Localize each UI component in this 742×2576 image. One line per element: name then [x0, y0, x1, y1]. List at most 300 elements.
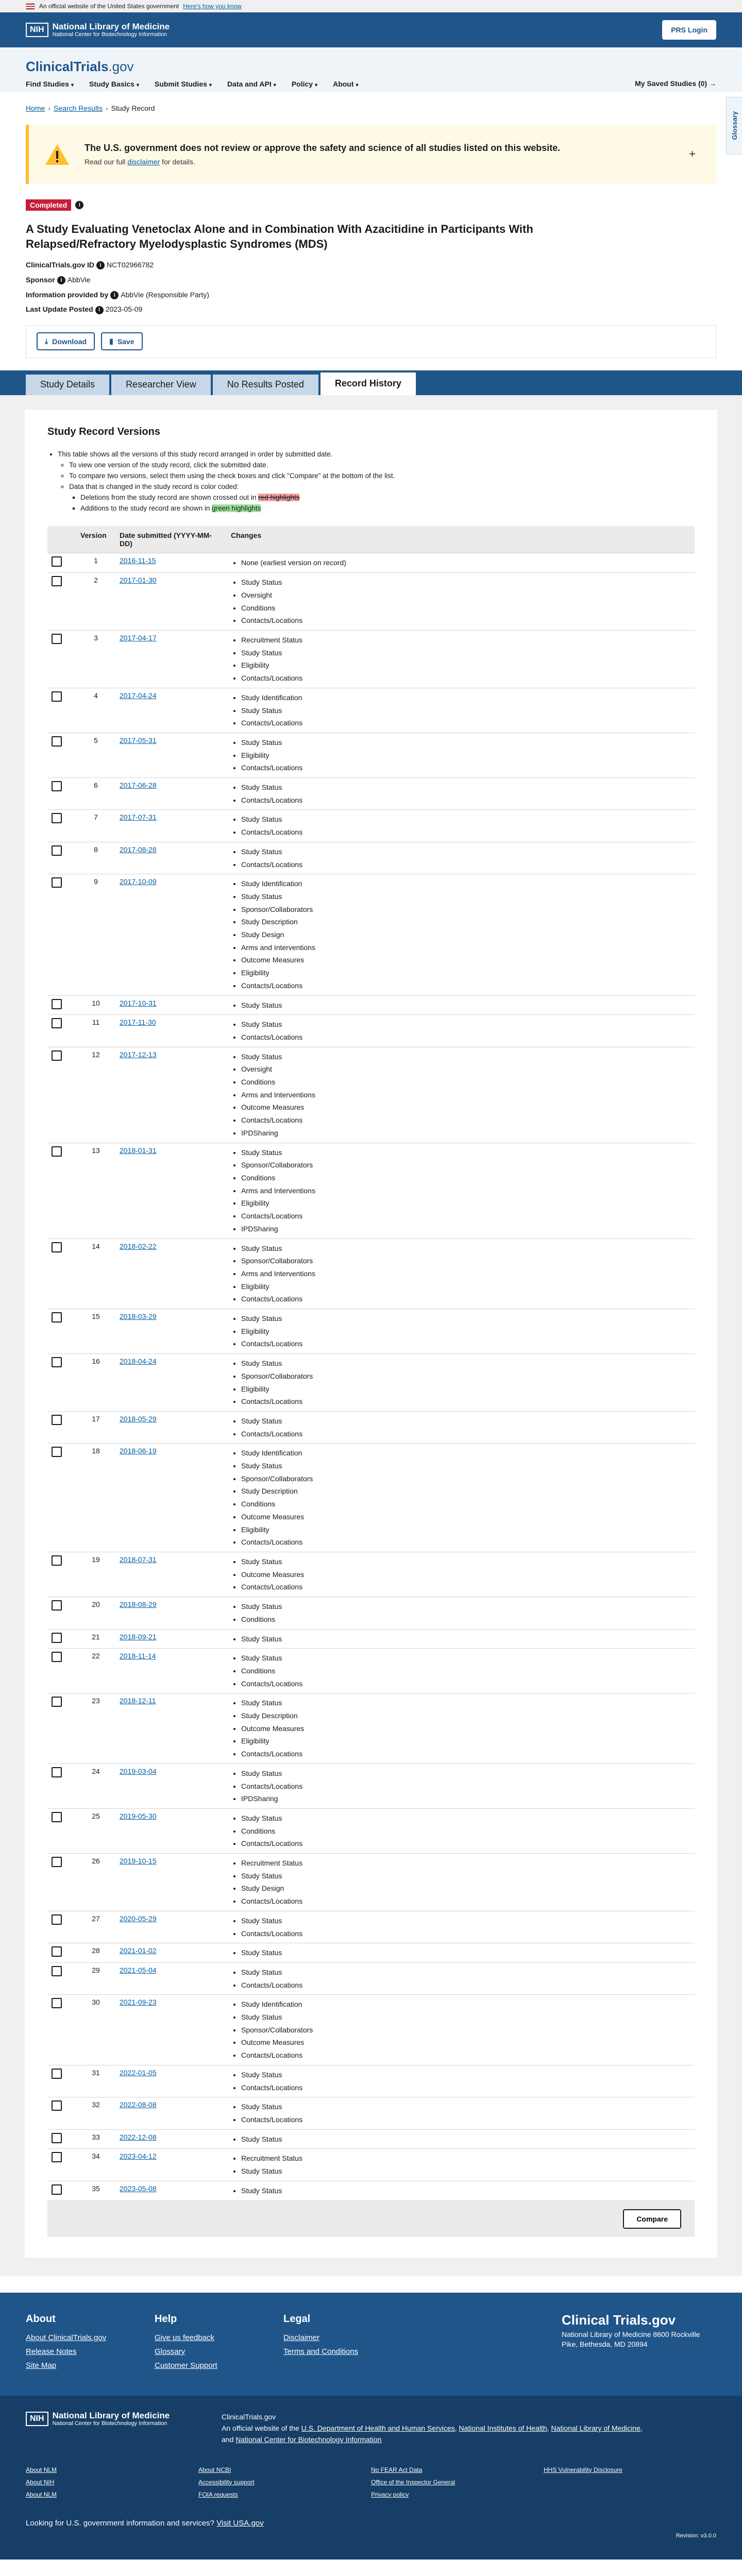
study-id-value: NCT02966782: [107, 261, 154, 269]
footer-link[interactable]: Privacy policy: [371, 2490, 409, 2498]
date-cell: [115, 810, 227, 842]
date-cell: [115, 1597, 227, 1629]
footer-link[interactable]: About NIH: [26, 2478, 55, 2486]
change-item: • None (earliest version on record): [241, 556, 690, 569]
save-label: Save: [117, 337, 134, 346]
nav-find-studies[interactable]: [26, 80, 74, 88]
version-checkbox[interactable]: [52, 1633, 62, 1643]
version-date-link[interactable]: 2019-05-30: [120, 1811, 157, 1820]
changes-list: [231, 634, 690, 685]
footer-ct-logo[interactable]: Clinical Trials.gov: [562, 2312, 676, 2328]
nlm-link[interactable]: National Library of Medicine: [551, 2424, 640, 2432]
version-date-link[interactable]: 2020-05-29: [120, 1914, 157, 1923]
change-item: • Study Status: [241, 1870, 690, 1883]
footer-top: [0, 2293, 742, 2396]
change-item: • Conditions: [241, 1665, 690, 1677]
changes-cell: [227, 630, 695, 688]
version-date-link[interactable]: 2018-08-29: [120, 1600, 157, 1609]
version-date-link[interactable]: 2017-01-30: [120, 576, 157, 585]
version-number: 14: [76, 1239, 115, 1309]
changes-list: [231, 2069, 690, 2094]
version-number: 7: [76, 810, 115, 842]
green-highlight-sample: green highlights: [212, 504, 261, 512]
change-item: • Study Status: [241, 2165, 690, 2178]
changes-cell: [227, 1911, 695, 1943]
version-date-link[interactable]: 2021-09-23: [120, 1998, 157, 2007]
disclaimer-alert: [26, 125, 716, 184]
version-checkbox[interactable]: [52, 1767, 62, 1777]
version-checkbox[interactable]: [52, 634, 62, 644]
alert-title: The U.S. government does not review or approve the safety and science of all studies listed on this website.: [85, 143, 561, 153]
breadcrumb-search-results[interactable]: Search Results: [54, 104, 103, 112]
version-number: 10: [76, 995, 115, 1015]
footer-link[interactable]: Accessibility support: [198, 2478, 255, 2486]
change-item: • Study Identification: [241, 691, 690, 704]
version-number: 2: [76, 573, 115, 631]
change-item: • Study Status: [241, 781, 690, 794]
version-date-link[interactable]: 2018-04-24: [120, 1357, 157, 1366]
table-row: [47, 1943, 695, 1963]
select-cell: [47, 1995, 76, 2065]
nav-label: Find Studies: [26, 80, 69, 88]
tab-no-results-posted[interactable]: No Results Posted: [213, 375, 318, 395]
select-cell: [47, 733, 76, 777]
version-number: 11: [76, 1015, 115, 1047]
change-item: • Eligibility: [241, 1197, 690, 1210]
change-item: • Arms and Interventions: [241, 1267, 690, 1280]
hhs-link[interactable]: U.S. Department of Health and Human Services: [301, 2424, 455, 2432]
version-date-link[interactable]: 2018-02-22: [120, 1242, 157, 1250]
info-icon[interactable]: i: [57, 276, 65, 284]
changes-cell: [227, 2129, 695, 2149]
version-checkbox[interactable]: [52, 2100, 62, 2111]
instruction-text: Additions to the study record are shown in: [80, 504, 212, 512]
select-cell: [47, 1943, 76, 1963]
footer-official-text: [222, 2411, 643, 2446]
study-header: [0, 104, 742, 358]
alert-body: [85, 158, 560, 166]
version-checkbox[interactable]: [52, 1966, 62, 1976]
date-cell: [115, 2097, 227, 2129]
table-row: [47, 630, 695, 688]
change-item: • Study Status: [241, 813, 690, 826]
changes-cell: [227, 2149, 695, 2181]
date-cell: [115, 2149, 227, 2181]
select-column-header: [47, 526, 76, 553]
download-button[interactable]: [37, 332, 95, 350]
change-item: • Study Status: [241, 845, 690, 858]
version-checkbox[interactable]: [52, 1998, 62, 2008]
history-instructions: [47, 449, 695, 514]
version-date-link[interactable]: 2019-03-04: [120, 1767, 157, 1775]
tabs-bar: [0, 370, 742, 395]
nlm-logo[interactable]: [26, 22, 170, 38]
footer-link[interactable]: Terms and Conditions: [283, 2347, 359, 2356]
changes-list: [231, 2100, 690, 2126]
change-item: • Contacts/Locations: [241, 2113, 690, 2126]
change-item: • Study Status: [241, 704, 690, 717]
table-row: [47, 1047, 695, 1143]
footer-link[interactable]: About NLM: [26, 2466, 57, 2473]
version-date-link[interactable]: 2018-05-29: [120, 1414, 157, 1423]
main-nav: [26, 80, 716, 88]
table-row: [47, 1764, 695, 1808]
instruction-item: [58, 449, 695, 514]
version-date-link[interactable]: 2021-05-04: [120, 1965, 157, 1974]
logo-main: ClinicalTrials: [26, 59, 109, 74]
changes-cell: [227, 1047, 695, 1143]
chevron-down-icon: ▾: [136, 82, 139, 88]
version-number: 15: [76, 1309, 115, 1354]
change-item: • Study Status: [241, 576, 690, 589]
change-item: • Study Design: [241, 1882, 690, 1895]
version-checkbox[interactable]: [52, 2152, 62, 2162]
date-cell: [115, 1239, 227, 1309]
change-item: • Contacts/Locations: [241, 1428, 690, 1440]
table-row: [47, 1911, 695, 1943]
footer-text: and: [222, 2435, 236, 2444]
change-item: • Outcome Measures: [241, 1568, 690, 1581]
gov-banner: [0, 0, 742, 12]
change-item: • Contacts/Locations: [241, 1780, 690, 1793]
change-item: • Study Identification: [241, 1447, 690, 1460]
changes-cell: [227, 842, 695, 874]
footer-link[interactable]: About NLM: [26, 2490, 57, 2498]
version-checkbox[interactable]: [52, 2133, 62, 2143]
select-cell: [47, 810, 76, 842]
sponsor-row: [26, 273, 716, 287]
footer-link[interactable]: HHS Vulnerability Disclosure: [544, 2466, 622, 2473]
breadcrumb-separator: ›: [105, 104, 108, 112]
version-date-link[interactable]: 2023-05-08: [120, 2184, 157, 2193]
changes-cell: [227, 1411, 695, 1443]
select-cell: [47, 1552, 76, 1597]
breadcrumb-current: Study Record: [111, 104, 155, 112]
version-number: 32: [76, 2097, 115, 2129]
version-date-link[interactable]: 2017-04-17: [120, 633, 157, 642]
date-cell: [115, 1411, 227, 1443]
version-checkbox[interactable]: [52, 736, 62, 747]
info-icon[interactable]: i: [75, 201, 83, 209]
version-date-link[interactable]: 2017-07-31: [120, 813, 157, 822]
how-you-know-link[interactable]: Here's how you know: [183, 3, 242, 10]
version-number: 3: [76, 630, 115, 688]
nav-policy[interactable]: [292, 80, 317, 88]
change-item: • Study Description: [241, 916, 690, 928]
change-item: • Sponsor/Collaborators: [241, 1472, 690, 1485]
version-date-link[interactable]: 2019-10-15: [120, 1857, 157, 1866]
change-item: • Contacts/Locations: [241, 614, 690, 627]
version-checkbox[interactable]: [52, 1946, 62, 1957]
version-date-link[interactable]: 2022-12-08: [120, 2132, 157, 2141]
study-title: A Study Evaluating Venetoclax Alone and in Combination With Azacitidine in Participants With Relapsed/Refractory Myelodysplastic Syndromes (MDS): [26, 223, 533, 250]
change-item: • Study Status: [241, 1767, 690, 1780]
select-cell: [47, 2181, 76, 2200]
footer-link[interactable]: Customer Support: [155, 2361, 217, 2370]
revision-text: Revision: v3.0.0: [676, 2532, 716, 2539]
download-icon: ⤓: [45, 337, 48, 346]
version-checkbox[interactable]: [52, 1018, 62, 1028]
version-number: 18: [76, 1444, 115, 1552]
change-item: • Contacts/Locations: [241, 1748, 690, 1760]
saved-studies-link[interactable]: My Saved Studies (0) →: [635, 79, 716, 88]
change-item: • Contacts/Locations: [241, 761, 690, 774]
footer-link[interactable]: Glossary: [155, 2347, 185, 2356]
changes-list: [231, 813, 690, 838]
instruction-item: ◦ To view one version of the study record, click the submitted date.: [69, 460, 695, 471]
version-checkbox[interactable]: [52, 1415, 62, 1425]
sponsor-value: AbbVie: [67, 275, 91, 284]
nlm-name: National Library of Medicine: [52, 2410, 170, 2420]
change-item: • Arms and Interventions: [241, 1089, 690, 1101]
version-checkbox[interactable]: [52, 1050, 62, 1061]
version-checkbox[interactable]: [52, 781, 62, 791]
disclaimer-link[interactable]: disclaimer: [127, 158, 160, 166]
date-cell: [115, 1911, 227, 1943]
usa-gov-link[interactable]: Visit USA.gov: [216, 2518, 264, 2528]
version-checkbox[interactable]: [52, 845, 62, 856]
table-row: [47, 1962, 695, 1994]
date-cell: [115, 1047, 227, 1143]
version-checkbox[interactable]: [52, 1914, 62, 1925]
version-date-link[interactable]: 2018-11-14: [120, 1652, 156, 1660]
change-item: • Study Status: [241, 1914, 690, 1927]
instruction-item: [80, 503, 695, 514]
usa-gov-line: [26, 2519, 716, 2528]
select-cell: [47, 1629, 76, 1649]
footer-link[interactable]: Give us feedback: [155, 2333, 214, 2342]
table-row: [47, 553, 695, 573]
version-checkbox[interactable]: [52, 576, 62, 586]
version-date-link[interactable]: 2018-03-29: [120, 1312, 157, 1321]
bookmark-icon: ▮: [109, 337, 113, 346]
change-item: • Contacts/Locations: [241, 1114, 690, 1127]
change-item: • Study Status: [241, 1050, 690, 1063]
change-item: • Contacts/Locations: [241, 2049, 690, 2062]
footer-link[interactable]: FOIA requests: [198, 2490, 238, 2498]
select-cell: [47, 2065, 76, 2097]
changes-list: [231, 1600, 690, 1625]
info-icon[interactable]: i: [110, 291, 119, 299]
version-checkbox[interactable]: [52, 1555, 62, 1566]
info-icon[interactable]: i: [95, 306, 104, 314]
site-header: [0, 47, 742, 92]
version-date-link[interactable]: 2017-11-30: [120, 1018, 156, 1027]
changes-column-header: Changes: [227, 526, 695, 553]
last-update-label: Last Update Posted: [26, 305, 93, 314]
version-checkbox[interactable]: [52, 999, 62, 1009]
version-checkbox[interactable]: [52, 1357, 62, 1367]
info-provided-row: [26, 287, 716, 302]
footer-link[interactable]: No FEAR Act Data: [371, 2466, 423, 2473]
footer-link[interactable]: Release Notes: [26, 2347, 77, 2356]
nav-submit-studies[interactable]: [155, 80, 212, 88]
version-date-link[interactable]: 2017-12-13: [120, 1050, 157, 1059]
version-number: 9: [76, 874, 115, 995]
version-date-link[interactable]: 2017-10-09: [120, 877, 157, 886]
version-date-link[interactable]: 2022-01-05: [120, 2068, 157, 2077]
footer-bottom-row: [26, 2411, 716, 2446]
version-checkbox[interactable]: [52, 1146, 62, 1157]
version-date-link[interactable]: 2022-08-08: [120, 2100, 157, 2109]
instruction-item: [69, 482, 695, 514]
version-checkbox[interactable]: [52, 1242, 62, 1252]
table-row: [47, 1995, 695, 2065]
change-item: • Outcome Measures: [241, 2036, 690, 2049]
version-checkbox[interactable]: [52, 1812, 62, 1822]
version-checkbox[interactable]: [52, 1600, 62, 1611]
version-date-link[interactable]: 2018-12-11: [120, 1697, 156, 1705]
version-date-link[interactable]: 2016-11-15: [120, 556, 156, 565]
version-number: 19: [76, 1552, 115, 1597]
changes-cell: [227, 1015, 695, 1047]
version-date-link[interactable]: 2017-08-28: [120, 845, 157, 854]
clinicaltrials-logo[interactable]: [26, 47, 716, 75]
select-cell: [47, 553, 76, 573]
change-item: • IPDSharing: [241, 1223, 690, 1235]
change-item: • Study Identification: [241, 877, 690, 890]
changes-cell: [227, 1354, 695, 1412]
change-item: • Study Status: [241, 1357, 690, 1370]
date-cell: [115, 1552, 227, 1597]
table-row: [47, 2097, 695, 2129]
version-number: 8: [76, 842, 115, 874]
date-cell: [115, 573, 227, 631]
version-checkbox[interactable]: [52, 813, 62, 823]
change-item: • Contacts/Locations: [241, 1536, 690, 1549]
prs-login-button[interactable]: PRS Login: [662, 20, 716, 40]
version-checkbox[interactable]: [52, 2184, 62, 2195]
breadcrumb-home[interactable]: Home: [26, 104, 45, 112]
warning-icon: [44, 143, 70, 166]
version-checkbox[interactable]: [52, 1697, 62, 1707]
version-date-link[interactable]: 2018-01-31: [120, 1146, 157, 1155]
tab-researcher-view[interactable]: Researcher View: [111, 375, 211, 395]
version-checkbox[interactable]: [52, 691, 62, 702]
version-date-link[interactable]: 2018-07-31: [120, 1555, 157, 1564]
version-date-link[interactable]: 2021-01-02: [120, 1946, 157, 1955]
select-cell: [47, 995, 76, 1015]
footer-links-col: [198, 2466, 371, 2503]
table-row: [47, 733, 695, 777]
version-date-link[interactable]: 2017-10-31: [120, 998, 157, 1007]
chevron-down-icon: ▾: [356, 82, 359, 88]
change-item: • Outcome Measures: [241, 954, 690, 967]
change-item: • Contacts/Locations: [241, 2081, 690, 2094]
status-row: [26, 199, 716, 211]
table-row: [47, 1411, 695, 1443]
date-cell: [115, 1764, 227, 1808]
glossary-tab[interactable]: [726, 97, 742, 155]
footer-help: [155, 2313, 283, 2375]
version-date-link[interactable]: 2017-04-24: [120, 691, 157, 700]
nav-about[interactable]: [333, 80, 358, 88]
tab-record-history[interactable]: Record History: [321, 372, 416, 395]
breadcrumb: [26, 104, 716, 112]
change-item: • Outcome Measures: [241, 1511, 690, 1523]
change-item: • Sponsor/Collaborators: [241, 1370, 690, 1383]
changes-list: [231, 1242, 690, 1306]
footer-link[interactable]: About ClinicalTrials.gov: [26, 2333, 107, 2342]
date-cell: [115, 1962, 227, 1994]
change-item: • Conditions: [241, 1613, 690, 1626]
nav-study-basics[interactable]: [89, 80, 139, 88]
expand-icon[interactable]: +: [689, 147, 696, 160]
select-cell: [47, 1597, 76, 1629]
changes-cell: [227, 1764, 695, 1808]
version-checkbox[interactable]: [52, 2069, 62, 2079]
version-date-link[interactable]: 2017-05-31: [120, 736, 157, 744]
nih-link[interactable]: National Institutes of Health: [459, 2424, 547, 2432]
select-cell: [47, 1693, 76, 1764]
version-number: 29: [76, 1962, 115, 1994]
changes-cell: [227, 1239, 695, 1309]
changes-list: [231, 1146, 690, 1235]
changes-list: [231, 1555, 690, 1594]
version-number: 5: [76, 733, 115, 777]
version-checkbox[interactable]: [52, 877, 62, 888]
info-icon[interactable]: i: [96, 261, 105, 269]
save-button[interactable]: [101, 332, 142, 350]
tab-study-details[interactable]: Study Details: [26, 375, 109, 395]
footer-nlm-logo[interactable]: [26, 2411, 222, 2427]
version-checkbox[interactable]: [52, 1312, 62, 1323]
nih-logo: NIH: [26, 23, 48, 37]
version-checkbox[interactable]: [52, 1857, 62, 1867]
version-date-link[interactable]: 2018-09-21: [120, 1632, 157, 1641]
ncbi-link[interactable]: National Center for Biotechnology Information: [235, 2435, 382, 2444]
change-item: • Arms and Interventions: [241, 941, 690, 954]
version-date-link[interactable]: 2018-06-19: [120, 1447, 157, 1455]
footer-link[interactable]: Site Map: [26, 2361, 57, 2370]
red-highlight-sample: red highlights: [258, 493, 300, 501]
change-item: • Study Status: [241, 2133, 690, 2146]
change-item: • Study Status: [241, 1146, 690, 1159]
changes-list: [231, 1652, 690, 1690]
changes-cell: [227, 2065, 695, 2097]
compare-button[interactable]: Compare: [623, 2209, 681, 2229]
logo-suffix: .gov: [108, 59, 134, 74]
nav-data-api[interactable]: [227, 80, 276, 88]
version-checkbox[interactable]: [52, 1652, 62, 1662]
select-cell: [47, 1808, 76, 1853]
version-checkbox[interactable]: [52, 556, 62, 567]
changes-cell: [227, 1444, 695, 1552]
date-cell: [115, 1143, 227, 1239]
nav-label: Study Basics: [89, 80, 134, 88]
alert-body-text: Read our full: [85, 158, 128, 166]
changes-list: [231, 999, 690, 1012]
footer-legal-title: Legal: [283, 2313, 311, 2325]
footer-link[interactable]: Disclaimer: [283, 2333, 320, 2342]
footer-official-line: An official website of the U.S. Department of Health and Human Services, National Institutes of Health, National Library of Medicine, and National Center for Biotechnology Information: [222, 2424, 643, 2444]
changes-cell: [227, 1943, 695, 1963]
change-item: • Eligibility: [241, 749, 690, 762]
version-number: 6: [76, 778, 115, 810]
select-cell: [47, 2149, 76, 2181]
table-row: [47, 1649, 695, 1693]
change-item: • Recruitment Status: [241, 1857, 690, 1870]
version-date-link[interactable]: 2023-04-12: [120, 2152, 157, 2161]
select-cell: [47, 1015, 76, 1047]
us-flag-icon: [26, 3, 35, 10]
version-date-link[interactable]: 2017-06-28: [120, 781, 157, 790]
footer-link[interactable]: Office of the Inspector General: [371, 2478, 456, 2486]
footer-link[interactable]: About NCBI: [198, 2466, 231, 2473]
version-checkbox[interactable]: [52, 1447, 62, 1457]
changes-list: [231, 1633, 690, 1646]
changes-cell: [227, 874, 695, 995]
